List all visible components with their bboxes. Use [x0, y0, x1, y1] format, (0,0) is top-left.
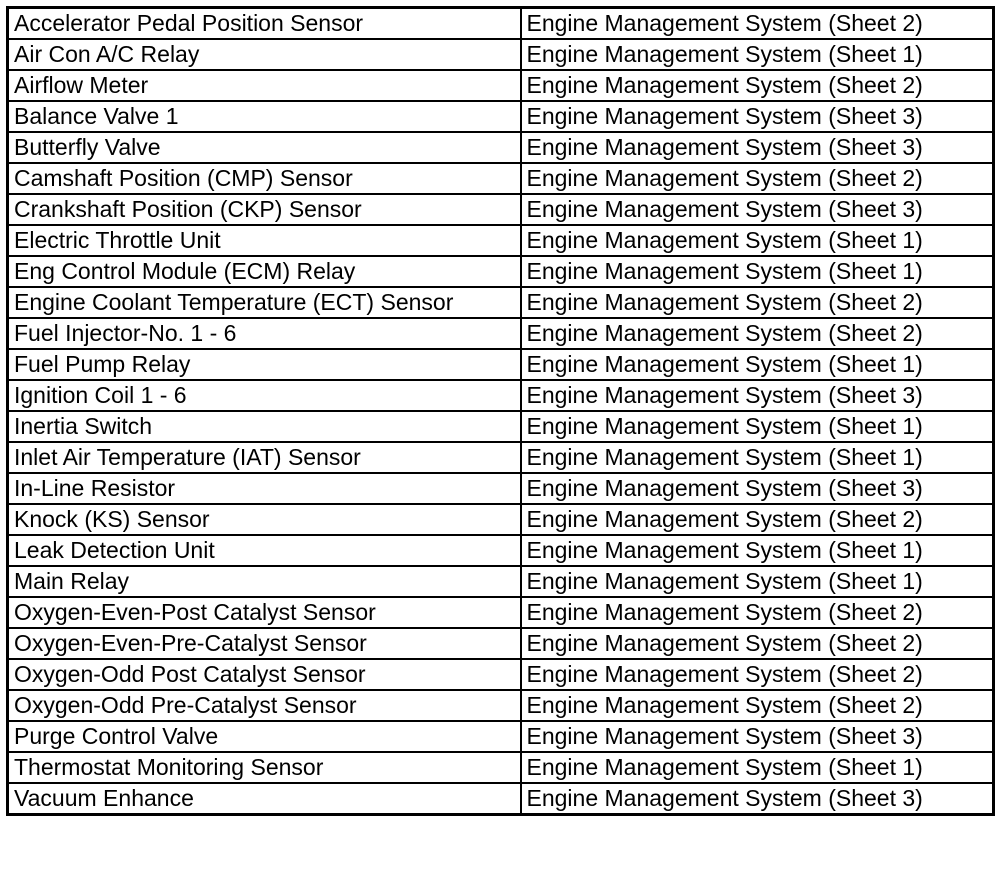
component-name-cell: Air Con A/C Relay [8, 39, 521, 70]
table-row [8, 101, 994, 132]
component-name-cell: Ignition Coil 1 - 6 [8, 380, 521, 411]
table-row [8, 752, 994, 783]
wiring-sheet-cell: Engine Management System (Sheet 3) [521, 194, 994, 225]
wiring-sheet-cell: Engine Management System (Sheet 1) [521, 535, 994, 566]
table-row [8, 597, 994, 628]
component-name-cell: Balance Valve 1 [8, 101, 521, 132]
table-row [8, 380, 994, 411]
table-row [8, 566, 994, 597]
table-row [8, 70, 994, 101]
table-row [8, 659, 994, 690]
component-name-cell: Leak Detection Unit [8, 535, 521, 566]
table-row [8, 783, 994, 815]
component-name-cell: Purge Control Valve [8, 721, 521, 752]
wiring-sheet-cell: Engine Management System (Sheet 3) [521, 721, 994, 752]
table-row [8, 504, 994, 535]
component-name-cell: Butterfly Valve [8, 132, 521, 163]
table-row [8, 349, 994, 380]
component-name-cell: Fuel Pump Relay [8, 349, 521, 380]
component-name-cell: Engine Coolant Temperature (ECT) Sensor [8, 287, 521, 318]
table-row [8, 442, 994, 473]
component-name-cell: Airflow Meter [8, 70, 521, 101]
table-row [8, 194, 994, 225]
component-name-cell: Fuel Injector-No. 1 - 6 [8, 318, 521, 349]
wiring-sheet-cell: Engine Management System (Sheet 2) [521, 504, 994, 535]
table-row [8, 8, 994, 40]
wiring-sheet-cell: Engine Management System (Sheet 2) [521, 163, 994, 194]
wiring-sheet-cell: Engine Management System (Sheet 1) [521, 442, 994, 473]
wiring-sheet-cell: Engine Management System (Sheet 3) [521, 473, 994, 504]
wiring-sheet-cell: Engine Management System (Sheet 1) [521, 566, 994, 597]
wiring-sheet-cell: Engine Management System (Sheet 1) [521, 225, 994, 256]
wiring-sheet-cell: Engine Management System (Sheet 1) [521, 39, 994, 70]
component-name-cell: Crankshaft Position (CKP) Sensor [8, 194, 521, 225]
component-name-cell: Main Relay [8, 566, 521, 597]
table-row [8, 690, 994, 721]
component-name-cell: Accelerator Pedal Position Sensor [8, 8, 521, 40]
table-row [8, 287, 994, 318]
table-row [8, 225, 994, 256]
table-row [8, 411, 994, 442]
wiring-sheet-cell: Engine Management System (Sheet 2) [521, 690, 994, 721]
table-row [8, 39, 994, 70]
wiring-sheet-cell: Engine Management System (Sheet 3) [521, 783, 994, 815]
component-name-cell: Knock (KS) Sensor [8, 504, 521, 535]
component-name-cell: Thermostat Monitoring Sensor [8, 752, 521, 783]
wiring-sheet-cell: Engine Management System (Sheet 2) [521, 318, 994, 349]
table-row [8, 473, 994, 504]
wiring-sheet-cell: Engine Management System (Sheet 2) [521, 287, 994, 318]
wiring-sheet-cell: Engine Management System (Sheet 2) [521, 8, 994, 40]
component-name-cell: Oxygen-Even-Pre-Catalyst Sensor [8, 628, 521, 659]
component-name-cell: In-Line Resistor [8, 473, 521, 504]
wiring-sheet-cell: Engine Management System (Sheet 1) [521, 411, 994, 442]
component-name-cell: Vacuum Enhance [8, 783, 521, 815]
wiring-sheet-cell: Engine Management System (Sheet 3) [521, 132, 994, 163]
component-name-cell: Oxygen-Odd Pre-Catalyst Sensor [8, 690, 521, 721]
component-name-cell: Oxygen-Even-Post Catalyst Sensor [8, 597, 521, 628]
wiring-sheet-cell: Engine Management System (Sheet 3) [521, 101, 994, 132]
table-body [8, 8, 994, 815]
wiring-sheet-cell: Engine Management System (Sheet 1) [521, 256, 994, 287]
component-location-table [6, 6, 995, 816]
table-row [8, 163, 994, 194]
component-name-cell: Inlet Air Temperature (IAT) Sensor [8, 442, 521, 473]
component-name-cell: Camshaft Position (CMP) Sensor [8, 163, 521, 194]
wiring-sheet-cell: Engine Management System (Sheet 2) [521, 628, 994, 659]
table-row [8, 535, 994, 566]
wiring-sheet-cell: Engine Management System (Sheet 1) [521, 752, 994, 783]
wiring-sheet-cell: Engine Management System (Sheet 1) [521, 349, 994, 380]
wiring-sheet-cell: Engine Management System (Sheet 2) [521, 597, 994, 628]
component-name-cell: Electric Throttle Unit [8, 225, 521, 256]
table-row [8, 721, 994, 752]
wiring-sheet-cell: Engine Management System (Sheet 2) [521, 70, 994, 101]
table-row [8, 256, 994, 287]
table-row [8, 132, 994, 163]
table-row [8, 318, 994, 349]
table-row [8, 628, 994, 659]
component-name-cell: Oxygen-Odd Post Catalyst Sensor [8, 659, 521, 690]
wiring-sheet-cell: Engine Management System (Sheet 2) [521, 659, 994, 690]
wiring-sheet-cell: Engine Management System (Sheet 3) [521, 380, 994, 411]
component-name-cell: Inertia Switch [8, 411, 521, 442]
component-name-cell: Eng Control Module (ECM) Relay [8, 256, 521, 287]
